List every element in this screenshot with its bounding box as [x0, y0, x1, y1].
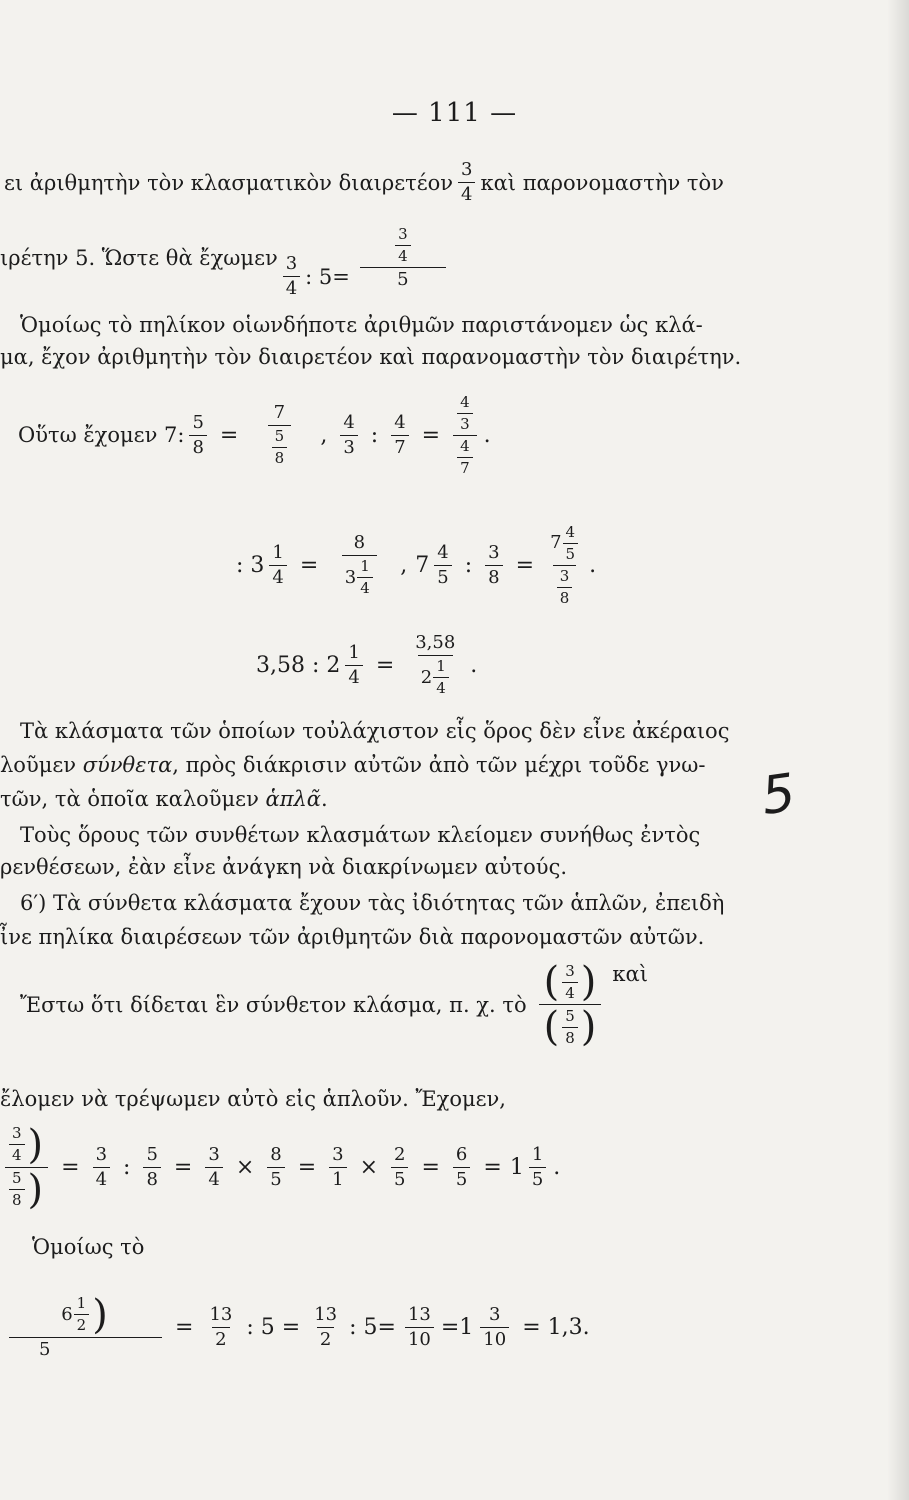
- equals-sign: =: [421, 1154, 440, 1180]
- frac-den: 8: [272, 447, 288, 467]
- eq2-lead: : 3: [236, 552, 265, 578]
- frac-den: 8: [557, 587, 573, 607]
- frac-num: 3: [12, 1124, 22, 1142]
- frac-num: 3: [208, 1143, 220, 1165]
- complex-fraction: [407, 633, 463, 697]
- frac-den: 10: [405, 1327, 434, 1350]
- inner-fraction: [395, 226, 411, 265]
- p6-text: Ἔστω ὅτι δίδεται ἓν σύνθετον κλάσμα, π. χ. τὸ: [20, 992, 527, 1017]
- whole-part: =1: [440, 1314, 474, 1340]
- inner-fraction: [562, 963, 578, 1002]
- equation-5: [4, 1272, 590, 1382]
- p1-text-a: ει ἀριθμητὴν τὸν κλασματικὸν διαιρετέον: [4, 170, 454, 195]
- frac-num: [539, 959, 602, 1005]
- compound-fraction: [9, 1291, 162, 1360]
- frac-num: 2: [394, 1143, 406, 1165]
- fraction: [143, 1145, 160, 1190]
- operator-text: : 5=: [349, 1314, 396, 1340]
- close-paren: ): [580, 959, 597, 1005]
- equals-sign: =: [421, 422, 441, 448]
- complex-fraction: [331, 533, 387, 597]
- frac-den: 5: [267, 1167, 284, 1190]
- equals-sign: =: [175, 1314, 194, 1340]
- frac-den: 8: [485, 565, 502, 588]
- page-edge-shadow: [887, 0, 909, 1500]
- paragraph-3-line-1: Ὁμοίως τὸ πηλίκον οἱωνδήποτε ἀριθμῶν παριστάνομεν ὡς κλά-: [20, 313, 703, 337]
- paragraph-7: Ὁμοίως τὸ: [32, 1235, 145, 1259]
- colon: :: [370, 422, 379, 448]
- frac-den: [418, 655, 453, 697]
- equals-sign: =: [483, 1154, 502, 1180]
- frac-num: 8: [270, 1143, 282, 1165]
- complex-fraction: [360, 226, 446, 290]
- frac-den: 4: [395, 245, 411, 265]
- inner-fraction: [272, 428, 288, 467]
- frac-num: 5: [192, 411, 204, 433]
- frac-num: [453, 394, 477, 435]
- operator-text: : 5 =: [246, 1314, 301, 1340]
- frac-num: 3: [398, 224, 408, 243]
- colon: :: [123, 1154, 131, 1180]
- frac-num: 5: [12, 1169, 22, 1187]
- p1-text-b: καὶ παρονομαστὴν τὸν: [480, 170, 724, 195]
- frac-num: 3: [489, 1303, 501, 1325]
- whole-part: 1: [509, 1154, 524, 1180]
- fraction: [340, 413, 357, 458]
- frac-den: 5: [529, 1167, 546, 1190]
- frac-num: 1: [76, 1294, 87, 1312]
- paragraph-3-line-2: μα, ἔχον ἀριθμητὴν τὸν διαιρετέον καὶ παρανομαστὴν τὸν διαιρέτην.: [0, 345, 742, 369]
- frac-num: 4: [437, 541, 449, 563]
- fraction: [453, 1145, 470, 1190]
- fraction: [93, 1145, 110, 1190]
- handwritten-margin-mark: 5: [757, 762, 800, 828]
- frac-den: 8: [189, 435, 206, 458]
- inner-fraction: [557, 568, 573, 607]
- whole-part: 7: [415, 552, 430, 578]
- equals-sign: =: [297, 1154, 317, 1180]
- equation-4: $\frac{3}{4}$ ) $\frac{5}{8}$ ) = $\frac{3}{4}$ : $\frac{5}{8}$ = $\frac{3}{4}$ × $\frac{8}{5}$ = $\frac{3}{1}$ × $\frac{2}{5}$ = $\frac{6}{5}$ = 1 $\frac{1}{5}$ .: [0, 1112, 560, 1222]
- frac-den: 7: [391, 435, 408, 458]
- frac-den: 2: [212, 1327, 229, 1350]
- frac-den: 1: [329, 1167, 346, 1190]
- p2-op: : 5=: [305, 264, 350, 289]
- fraction: [405, 1305, 434, 1350]
- inner-fraction: [357, 558, 373, 597]
- frac-num: 3,58: [415, 632, 456, 653]
- paragraph-5-line-1: 6′) Τὰ σύνθετα κλάσματα ἔχουν τὰς ἰδιότητας τῶν ἁπλῶν, ἐπειδὴ: [20, 891, 725, 915]
- p2-text: ιρέτην 5. Ὥστε θὰ ἔχωμεν: [0, 245, 278, 270]
- close-paren: ): [27, 1166, 44, 1213]
- inner-fraction: [457, 438, 473, 477]
- eq1-prefix: Οὕτω ἔχομεν 7:: [18, 423, 185, 447]
- frac-num: 4: [565, 522, 576, 541]
- close-paren: ): [27, 1121, 44, 1168]
- fraction: [206, 1305, 235, 1350]
- fraction: [329, 1145, 346, 1190]
- compound-fraction-display: [539, 959, 602, 1050]
- frac-num: 1: [272, 541, 284, 563]
- inner-fraction: [457, 394, 473, 433]
- equation-2: : 3 $\frac{1}{4}$ = 8 3 $\frac{1}{4}$ , 7 $\frac{4}{5}$ : $\frac{3}{8}$ = 7 $\frac{4}{5}$ $\frac{3}{8}$ .: [236, 522, 597, 607]
- frac-den: 4: [458, 182, 475, 205]
- frac-den: 10: [480, 1327, 509, 1350]
- page-number: — 111 —: [391, 98, 518, 128]
- frac-num: 13: [209, 1303, 233, 1325]
- frac-num: 1: [360, 557, 370, 575]
- frac-den: [342, 555, 377, 597]
- colon: :: [464, 552, 473, 578]
- frac-den: [553, 565, 577, 607]
- complex-fraction: [547, 524, 582, 607]
- paragraph-4-line-1: Τὰ κλάσματα τῶν ὁποίων τοὐλάχιστον εἷς ὅρος δὲν εἶνε ἀκέραιος: [20, 719, 730, 743]
- frac-den: 4: [9, 1144, 25, 1164]
- paragraph-1: [4, 160, 724, 205]
- frac-num: 5: [274, 427, 285, 445]
- frac-num: 3: [285, 253, 298, 274]
- equals-sign: =: [173, 1154, 193, 1180]
- frac-den: [5, 1166, 48, 1213]
- frac-den: 7: [457, 457, 473, 477]
- frac-den: 4: [345, 665, 362, 688]
- frac-den: 5: [391, 1167, 408, 1190]
- equation-3: 3,58 : 2 $\frac{1}{4}$ = 3,58 2 $\frac{1}{4}$ .: [256, 632, 478, 697]
- open-paren: (: [543, 959, 560, 1005]
- frac-den: 4: [205, 1167, 222, 1190]
- whole-part: 6: [61, 1303, 73, 1325]
- fraction: [267, 1145, 284, 1190]
- times-sign: ×: [235, 1154, 255, 1180]
- frac-num: 3: [565, 961, 575, 980]
- close-paren: ): [580, 1004, 597, 1050]
- frac-num: 13: [407, 1303, 431, 1325]
- equation-1: Οὕτω ἔχομεν 7: $\frac{5}{8}$ = $\frac{7}{\frac{5}{8}}$ , $\frac{4}{3}$ : $\frac{4}{7}$ = $\frac{\frac{4}{3}}{\frac{4}{7}}$ .: [18, 392, 491, 477]
- inner-fraction: [563, 524, 579, 563]
- fraction: [189, 413, 206, 458]
- frac-num: 4: [394, 411, 406, 433]
- fraction: [311, 1305, 340, 1350]
- equals-sign: =: [61, 1154, 80, 1180]
- times-sign: ×: [359, 1154, 379, 1180]
- complex-fraction: [453, 394, 477, 477]
- frac-num: 1: [348, 641, 360, 663]
- text-span: λοῦμεν: [0, 753, 83, 777]
- p6-and: καὶ: [612, 961, 648, 986]
- fraction: [205, 1145, 222, 1190]
- fraction: [269, 543, 286, 588]
- inner-fraction: [562, 1008, 578, 1047]
- frac-den: 8: [9, 1189, 25, 1209]
- equals-sign: =: [515, 552, 535, 578]
- whole-part: 3: [344, 566, 357, 588]
- frac-den: 4: [93, 1167, 110, 1190]
- equals-sign: =: [375, 652, 395, 678]
- fraction: [345, 643, 362, 688]
- frac-den: [453, 435, 477, 477]
- frac-den: 5: [9, 1337, 162, 1360]
- frac-den: 5: [563, 543, 579, 563]
- frac-den: 4: [562, 982, 578, 1002]
- italic-term: ἁπλᾶ: [265, 787, 321, 811]
- frac-den: 4: [283, 276, 300, 299]
- fraction: [391, 1145, 408, 1190]
- inner-fraction: [74, 1295, 90, 1334]
- close-paren: ): [92, 1291, 108, 1338]
- fraction-3-4: [458, 160, 475, 205]
- paragraph-6: [20, 959, 648, 1050]
- paragraph-4-line-3: [0, 786, 328, 812]
- frac-num: 3: [488, 541, 500, 563]
- frac-den: 8: [143, 1167, 160, 1190]
- frac-den: 3: [340, 435, 357, 458]
- text-span: τῶν, τὰ ὁποῖα καλοῦμεν: [0, 787, 266, 811]
- frac-num: 3: [461, 159, 473, 180]
- frac-num: 6: [455, 1143, 468, 1165]
- text-span: , πρὸς διάκρισιν αὐτῶν ἀπὸ τῶν μέχρι τοῦδε γνω-: [172, 753, 706, 777]
- frac-num: 3: [559, 566, 570, 585]
- frac-num: 13: [314, 1303, 338, 1325]
- frac-den: [539, 1004, 602, 1050]
- inner-fraction: [9, 1170, 25, 1209]
- complex-fraction: [251, 403, 307, 467]
- frac-num: 7: [273, 402, 286, 423]
- frac-num: 1: [531, 1143, 544, 1165]
- comma: ,: [320, 422, 328, 448]
- complex-frac-num: [391, 226, 415, 267]
- frac-den: [268, 425, 292, 467]
- eq3-lead: 3,58 : 2: [256, 652, 341, 678]
- frac-num: 5: [565, 1006, 575, 1025]
- fraction-3-4: [283, 254, 300, 299]
- frac-num: 4: [343, 411, 355, 433]
- frac-num: [547, 524, 582, 565]
- frac-den: 3: [457, 413, 473, 433]
- inner-fraction: [9, 1125, 25, 1164]
- equals-sign: =: [219, 422, 239, 448]
- fraction: [529, 1145, 546, 1190]
- paragraph-2: [0, 216, 451, 299]
- frac-num: [58, 1291, 113, 1338]
- whole-part: 2: [420, 666, 433, 688]
- result-text: = 1,3.: [522, 1314, 590, 1340]
- frac-den: 5: [453, 1167, 470, 1190]
- paragraph-4-line-4: Τοὺς ὅρους τῶν συνθέτων κλασμάτων κλείομεν συνήθως ἐντὸς: [20, 823, 701, 847]
- frac-num: 4: [460, 392, 470, 411]
- frac-den: 4: [269, 565, 286, 588]
- italic-term: σύνθετα: [82, 753, 173, 777]
- frac-den: 2: [74, 1314, 90, 1334]
- whole-part: 7: [550, 532, 562, 553]
- open-paren: (: [543, 1004, 560, 1050]
- text-span: .: [321, 787, 328, 811]
- fraction: [480, 1305, 509, 1350]
- fraction: [485, 543, 502, 588]
- frac-den: 4: [433, 677, 449, 697]
- frac-num: 8: [353, 532, 366, 553]
- fraction: [391, 413, 408, 458]
- paragraph-5-line-2: ἶνε πηλίκα διαιρέσεων τῶν ἀριθμητῶν διὰ παρονομαστῶν αὐτῶν.: [0, 925, 705, 949]
- frac-num: 4: [460, 436, 470, 455]
- fraction: [434, 543, 451, 588]
- frac-den: 4: [357, 577, 373, 597]
- compound-fraction: [5, 1121, 48, 1213]
- paragraph-4-line-5: ρενθέσεων, ἐὰν εἶνε ἀνάγκη νὰ διακρίνωμεν αὐτούς.: [0, 855, 568, 879]
- frac-den: 2: [317, 1327, 334, 1350]
- frac-den: 8: [562, 1027, 578, 1047]
- frac-den: 5: [434, 565, 451, 588]
- inner-fraction: [433, 658, 449, 697]
- frac-den: 5: [360, 267, 446, 290]
- frac-num: 3: [332, 1143, 344, 1165]
- comma: ,: [400, 552, 408, 578]
- frac-num: 5: [146, 1143, 158, 1165]
- frac-num: [5, 1121, 48, 1168]
- paragraph-6-line-2: ἔλομεν νὰ τρέψωμεν αὐτὸ εἰς ἁπλοῦν. Ἔχομεν,: [0, 1087, 506, 1111]
- frac-num: 1: [436, 657, 446, 675]
- frac-num: 3: [95, 1143, 108, 1165]
- equals-sign: =: [299, 552, 319, 578]
- paragraph-4-line-2: [0, 752, 706, 778]
